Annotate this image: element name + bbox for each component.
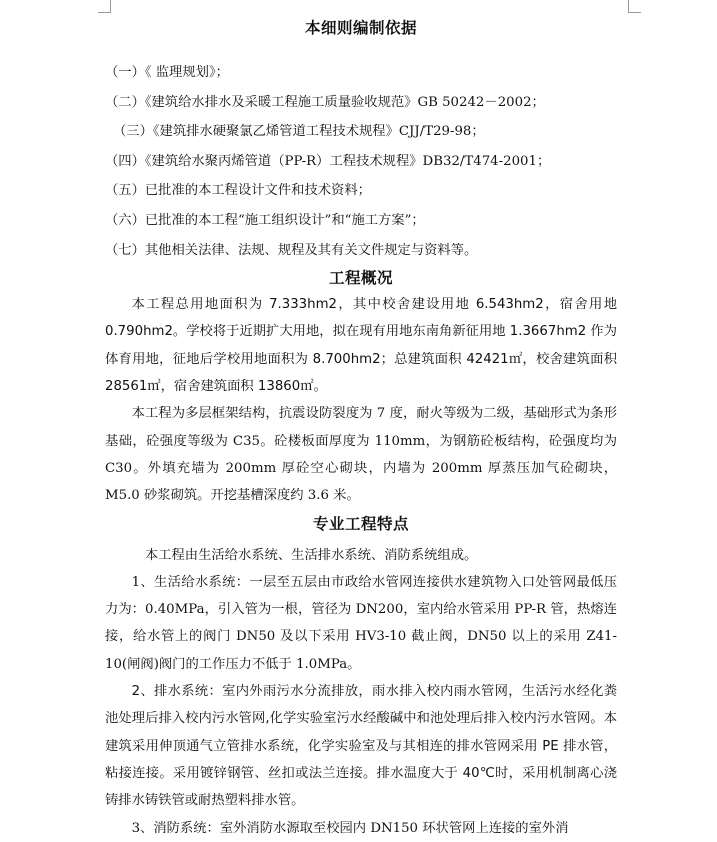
page-corner-mark-right — [628, 0, 641, 13]
special-paragraph: 本工程由生活给水系统、生活排水系统、消防系统组成。 — [144, 547, 478, 563]
basis-item: （二）《建筑给水排水及采暖工程施工质量验收规范》GB 50242－2002； — [105, 94, 545, 110]
special-heading: 专业工程特点 — [312, 514, 409, 533]
basis-item: （一）《 监理规划》； — [105, 65, 229, 80]
basis-item: （七）其他相关法律、法规、规程及其有关文件规定与资料等。 — [105, 242, 478, 258]
basis-item: （三）《建筑排水硬聚氯乙烯管道工程技术规程》CJJ/T29-98； — [113, 124, 485, 140]
page-title: 本细则编制依据 — [304, 19, 417, 37]
basis-item: （六）已批准的本工程“施工组织设计”和“施工方案”； — [105, 212, 425, 228]
special-paragraph: 1、生活给水系统：一层至五层由市政给水管网连接供水建筑物入口处管网最低压力为：0.40MPa，引入管为一根，管径为 DN200，室内给水管采用 PP-R 管，热熔连接，给水管上的阀门 DN50 及以下采用 HV3-10 截止阀，DN50 以上的采用 Z41-10(闸阀)阀门的工作压力不低于 1.0MPa。 — [105, 574, 617, 672]
document-page — [105, 10, 617, 842]
basis-item: （五）已批准的本工程设计文件和技术资料； — [105, 183, 371, 199]
special-paragraph: 3、消防系统：室外消防水源取至校园内 DN150 环状管网上连接的室外消 — [131, 820, 569, 836]
special-paragraph: 2、排水系统：室内外雨污水分流排放，雨水排入校内雨水管网，生活污水经化粪池处理后排入校内污水管网,化学实验室污水经酸碱中和池处理后排入校内污水管网。本建筑采用伸顶通气立管排水系统，化学实验室及与其相连的排水管网采用 PE 排水管，粘接连接。采用镀锌钢管、丝扣或法兰连接。排水温度大于 40℃时，采用机制离心浇铸排水铸铁管或耐热塑料排水管。 — [105, 684, 617, 809]
overview-paragraph: 本工程总用地面积为 7.333hm2，其中校舍建设用地 6.543hm2，宿舍用地 0.790hm2。学校将于近期扩大用地，拟在现有用地东南角新征用地 1.3667hm2 作为体育用地，征地后学校用地面积为 8.700hm2；总建筑面积 42421㎡，校舍建筑面积 28561㎡，宿舍建筑面积 13860㎡。 — [105, 297, 617, 395]
overview-heading: 工程概况 — [328, 269, 393, 288]
basis-list — [105, 58, 617, 265]
overview-paragraph: 本工程为多层框架结构，抗震设防裂度为 7 度，耐火等级为二级，基础形式为条形基础，砼强度等级为 C35。砼楼板面厚度为 110mm，为钢筋砼板结构，砼强度均为 C30。外填充墙为 200mm 厚砼空心砌块，内墙为 200mm 厚蒸压加气砼砌块，M5.0 砂浆砌筑。开挖基槽深度约 3.6 米。 — [105, 406, 617, 504]
basis-item: （四）《建筑给水聚丙烯管道（PP-R）工程技术规程》DB32/T474-2001； — [105, 153, 551, 169]
